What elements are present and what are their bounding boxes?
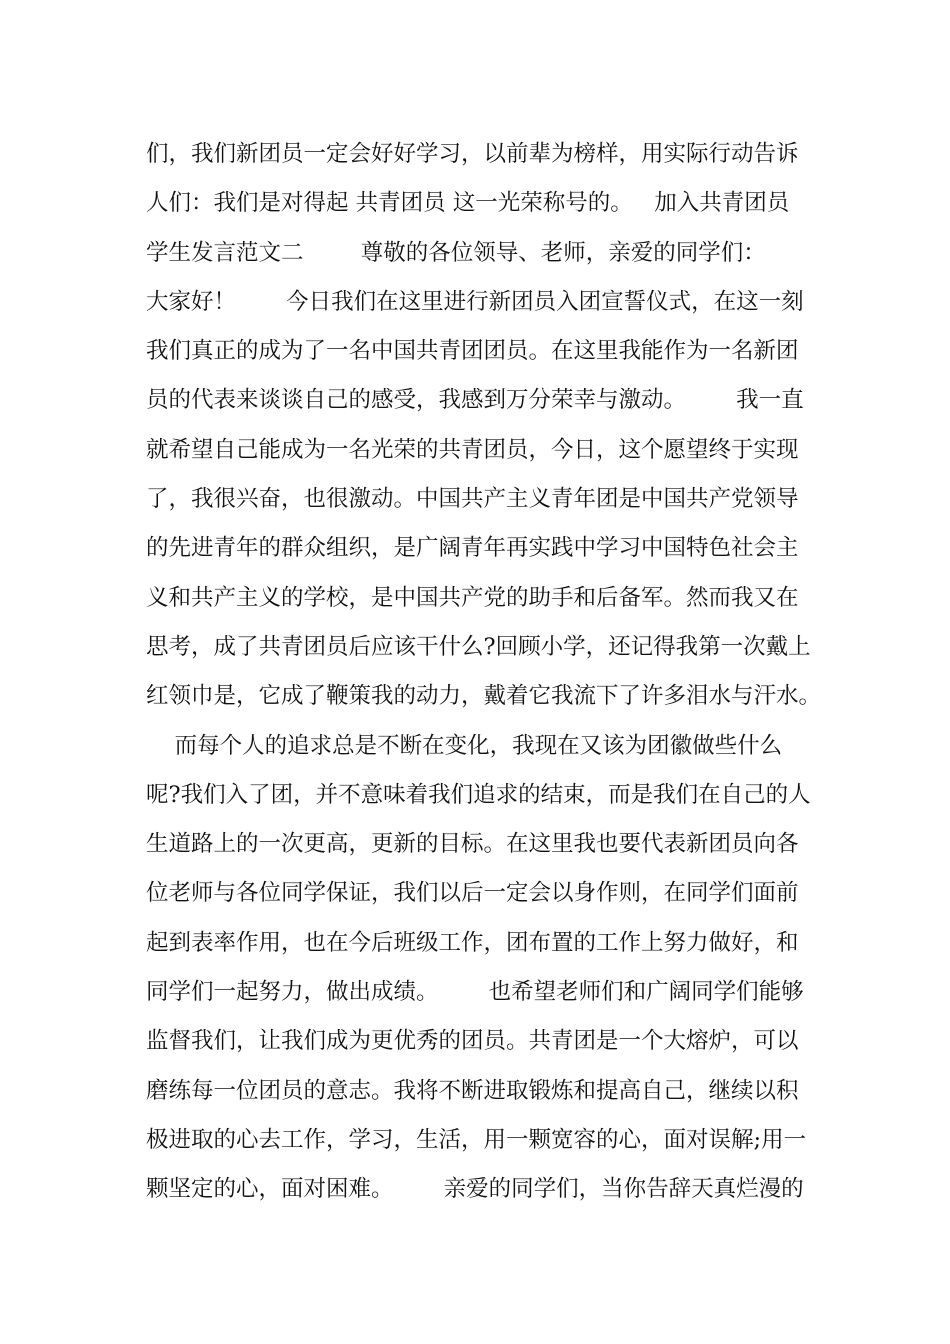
- text-line: 员的代表来谈谈自己的感受，我感到万分荣幸与激动。 我一直: [146, 387, 804, 414]
- text-line: 呢?我们入了团，并不意味着我们追求的结束，而是我们在自己的人: [146, 781, 811, 808]
- text-line: 学生发言范文二 尊敬的各位领导、老师，亲爱的同学们：: [146, 239, 766, 266]
- text-line: 们，我们新团员一定会好好学习，以前辈为榜样，用实际行动告诉: [146, 141, 799, 167]
- text-line: 起到表率作用，也在今后班级工作，团布置的工作上努力做好，和: [146, 929, 799, 956]
- text-line: 位老师与各位同学保证，我们以后一定会以身作则，在同学们面前: [146, 880, 799, 907]
- text-line: 磨练每一位团员的意志。我将不断进取锻炼和提高自己，继续以积: [146, 1077, 799, 1104]
- text-line: 监督我们，让我们成为更优秀的团员。共青团是一个大熔炉，可以: [146, 1028, 799, 1055]
- text-line: 人们：我们是对得起 共青团员 这一光荣称号的。 加入共青团员: [146, 190, 790, 217]
- text-line: 就希望自己能成为一名光荣的共青团员，今日，这个愿望终于实现: [146, 436, 799, 463]
- text-line: 同学们一起努力，做出成绩。 也希望老师们和广阔同学们能够: [146, 979, 804, 1006]
- text-line: 了，我很兴奋，也很激动。中国共产主义青年团是中国共产党领导: [146, 486, 799, 513]
- body-text: [146, 130, 826, 1215]
- text-line: 而每个人的追求总是不断在变化，我现在又该为团徽做些什么: [146, 732, 783, 759]
- text-line: 义和共产主义的学校，是中国共产党的助手和后备军。然而我又在: [146, 584, 799, 611]
- text-line: 大家好！ 今日我们在这里进行新团员入团宣誓仪式，在这一刻: [146, 288, 804, 315]
- text-line: 生道路上的一次更高，更新的目标。在这里我也要代表新团员向各: [146, 831, 799, 858]
- text-line: 我们真正的成为了一名中国共青团团员。在这里我能作为一名新团: [146, 338, 799, 365]
- text-line: 颗坚定的心，面对困难。 亲爱的同学们，当你告辞天真烂漫的: [146, 1176, 804, 1203]
- text-line: 红领巾是，它成了鞭策我的动力，戴着它我流下了许多泪水与汗水。: [146, 683, 822, 710]
- text-line: 的先进青年的群众组织，是广阔青年再实践中学习中国特色社会主: [146, 535, 799, 562]
- text-line: 极进取的心去工作，学习，生活，用一颗宽容的心，面对误解;用一: [146, 1126, 807, 1153]
- text-line: 思考，成了共青团员后应该干什么?回顾小学，还记得我第一次戴上: [146, 633, 811, 660]
